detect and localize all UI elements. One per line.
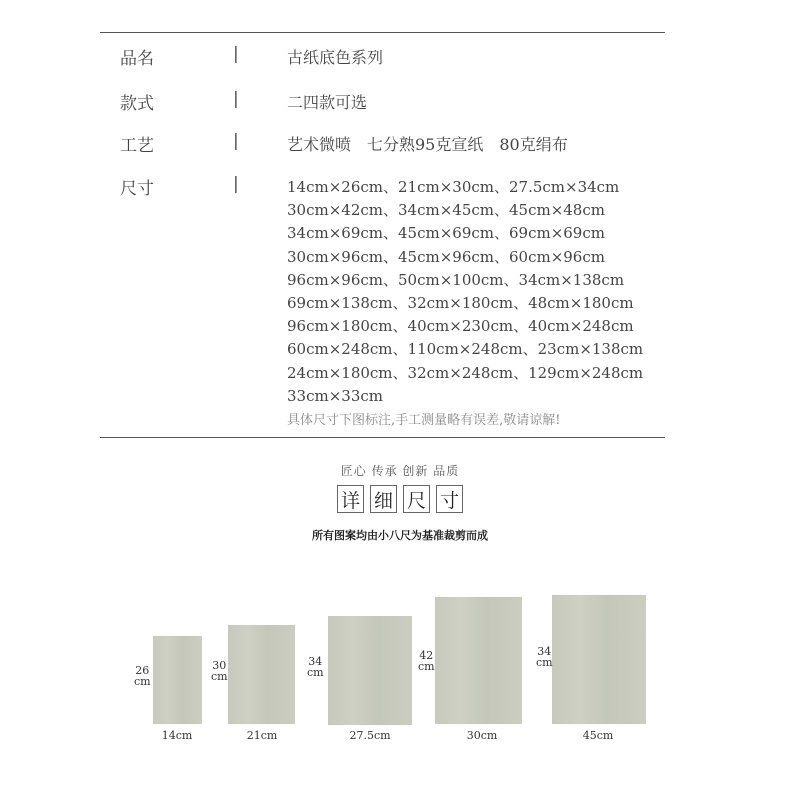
size-swatch bbox=[552, 595, 646, 724]
size-line: 96cm×96cm、50cm×100cm、34cm×138cm bbox=[287, 270, 625, 289]
spec-label-name: 品名 bbox=[120, 49, 154, 69]
swatch-width-label: 27.5cm bbox=[349, 729, 391, 742]
size-swatch bbox=[153, 636, 202, 724]
height-unit: cm bbox=[418, 660, 435, 673]
size-swatch bbox=[228, 625, 295, 724]
heading-char: 寸 bbox=[436, 485, 463, 513]
size-list bbox=[287, 176, 643, 408]
swatch-height-label bbox=[536, 646, 553, 668]
section-heading bbox=[0, 485, 800, 513]
top-divider bbox=[100, 32, 665, 33]
height-value: 30 bbox=[212, 659, 227, 672]
size-line: 30cm×42cm、34cm×45cm、45cm×48cm bbox=[287, 201, 605, 220]
height-value: 34 bbox=[308, 655, 323, 668]
size-swatch bbox=[328, 616, 412, 725]
spec-value-name: 古纸底色系列 bbox=[287, 48, 384, 67]
size-line: 24cm×180cm、32cm×248cm、129cm×248cm bbox=[287, 363, 644, 382]
spec-value-craft: 艺术微喷 七分熟95克宣纸 80克绢布 bbox=[287, 135, 568, 154]
spec-separator: | bbox=[233, 89, 239, 109]
spec-label-craft: 工艺 bbox=[120, 136, 154, 156]
height-value: 26 bbox=[135, 664, 150, 677]
swatch-height-label bbox=[211, 660, 228, 682]
bottom-divider bbox=[100, 437, 665, 438]
spec-separator: | bbox=[233, 131, 239, 151]
swatch-height-label bbox=[134, 665, 151, 687]
swatch-width-label: 21cm bbox=[246, 729, 278, 742]
size-line: 33cm×33cm bbox=[287, 386, 383, 405]
size-swatch bbox=[435, 597, 522, 724]
swatch-width-label: 14cm bbox=[161, 729, 193, 742]
heading-char: 详 bbox=[337, 485, 364, 513]
size-line: 69cm×138cm、32cm×180cm、48cm×180cm bbox=[287, 294, 634, 313]
spec-label-size: 尺寸 bbox=[120, 179, 154, 199]
heading-char: 细 bbox=[370, 485, 397, 513]
height-unit: cm bbox=[211, 670, 228, 683]
measurement-note: 具体尺寸下图标注,手工测量略有误差,敬请谅解! bbox=[287, 413, 561, 428]
spec-separator: | bbox=[233, 44, 239, 64]
swatch-height-label bbox=[418, 650, 435, 672]
spec-separator: | bbox=[233, 174, 239, 194]
height-unit: cm bbox=[134, 675, 151, 688]
swatch-height-label bbox=[307, 656, 324, 678]
size-line: 60cm×248cm、110cm×248cm、23cm×138cm bbox=[287, 340, 644, 359]
swatch-width-label: 30cm bbox=[466, 729, 498, 742]
height-value: 34 bbox=[537, 645, 552, 658]
size-line: 30cm×96cm、45cm×96cm、60cm×96cm bbox=[287, 247, 605, 266]
heading-char: 尺 bbox=[403, 485, 430, 513]
height-unit: cm bbox=[307, 666, 324, 679]
slogan: 匠心 传承 创新 品质 bbox=[340, 464, 460, 478]
section-subtitle: 所有图案均由小八尺为基准裁剪而成 bbox=[312, 529, 488, 542]
size-line: 14cm×26cm、21cm×30cm、27.5cm×34cm bbox=[287, 178, 620, 196]
size-line: 34cm×69cm、45cm×69cm、69cm×69cm bbox=[287, 224, 605, 243]
spec-label-style: 款式 bbox=[120, 94, 154, 114]
swatch-width-label: 45cm bbox=[582, 729, 614, 742]
size-line: 96cm×180cm、40cm×230cm、40cm×248cm bbox=[287, 317, 634, 336]
height-value: 42 bbox=[419, 649, 434, 662]
spec-value-style: 二四款可选 bbox=[287, 93, 368, 112]
height-unit: cm bbox=[536, 656, 553, 669]
